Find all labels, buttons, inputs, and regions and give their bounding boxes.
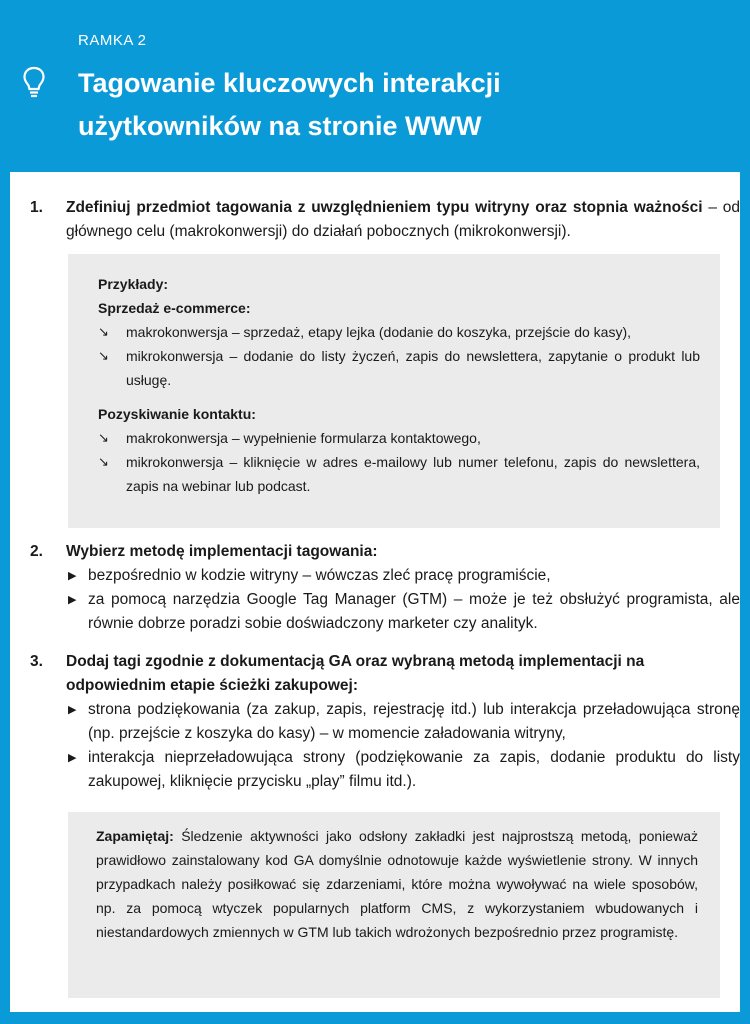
step-2-lead: Wybierz metodę implementacji tagowania: [66,543,378,560]
list-item: ▶ za pomocą narzędzia Google Tag Manager (GTM) – może je też obsłużyć programista, ale równie dobrze poradzi sobie doświadczony marketer czy analityk. [66,588,740,636]
triangle-bullet-icon: ▶ [68,704,77,716]
lightbulb-icon [22,66,46,100]
triangle-bullet-icon: ▶ [68,570,77,582]
list-item: ↘ makrokonwersja – sprzedaż, etapy lejka (dodanie do koszyka, przejście do kasy), [98,320,700,344]
examples-group-1-title: Sprzedaż e-commerce: [98,300,251,316]
examples-group-2-title: Pozyskiwanie kontaktu: [98,406,256,422]
title-line-1: Tagowanie kluczowych interakcji [78,68,501,98]
note-text: Śledzenie aktywności jako odsłony zakładki jest najprostszą metodą, ponieważ prawidłowo zainstalowany kod GA domyślnie odnotowuje każde wyświetlenie strony. W innych przypadkach należy posiłkować się zdarzeniami, które można wywoływać na wiele sposobów, np. za pomocą wtyczek popularnych platform CMS, z wykorzystaniem wbudowanych i niestandardowych zmiennych w GTM lub takich wdrożonych bezpośrednio przez programistę. [96,828,698,940]
step-1-number: 1. [30,199,43,216]
title-line-2: użytkowników na stronie WWW [78,111,482,141]
list-item: ▶ strona podziękowania (za zakup, zapis, rejestrację itd.) lub interakcja przeładowująca stronę (np. przejście z koszyka do kasy) – w momencie załadowania witryny, [66,698,740,746]
note-box [68,812,720,998]
triangle-bullet-icon: ▶ [68,752,77,764]
list-item: ↘ makrokonwersja – wypełnienie formularza kontaktowego, [98,426,700,450]
triangle-bullet-icon: ▶ [68,594,77,606]
examples-box [68,254,720,528]
list-item: ↘ mikrokonwersja – kliknięcie w adres e-mailowy lub numer telefonu, zapis do newslettera, zapis na webinar lub podcast. [98,450,700,498]
content-panel [10,172,740,1012]
step-3-lead: Dodaj tagi zgodnie z dokumentacją GA oraz wybraną metodą implementacji na odpowiednim etapie ścieżki zakupowej: [66,653,645,694]
step-2-number: 2. [30,543,43,560]
note-label: Zapamiętaj: [96,828,174,844]
list-item: ▶ bezpośrednio w kodzie witryny – wówczas zleć pracę programiście, [66,564,740,588]
step-1-lead: Zdefiniuj przedmiot tagowania z uwzględnieniem typu witryny oraz stopnia ważności [66,199,703,216]
arrow-down-right-icon: ↘ [98,348,109,363]
arrow-down-right-icon: ↘ [98,430,109,445]
step-3-number: 3. [30,653,43,670]
arrow-down-right-icon: ↘ [98,324,109,339]
step-1-rest: – od głównego celu (makrokonwersji) do działań pobocznych (mikrokonwersji). [66,199,740,240]
list-item: ▶ interakcja nieprzeładowująca strony (podziękowanie za zapis, dodanie produktu do listy zakupowej, kliknięcie przycisku „play” filmu itd.). [66,746,740,794]
examples-heading: Przykłady: [98,276,169,292]
page-title [78,62,728,148]
arrow-down-right-icon: ↘ [98,454,109,469]
list-item: ↘ mikrokonwersja – dodanie do listy życzeń, zapis do newslettera, zapytanie o produkt lub usługę. [98,344,700,392]
frame-label: RAMKA 2 [78,32,147,49]
